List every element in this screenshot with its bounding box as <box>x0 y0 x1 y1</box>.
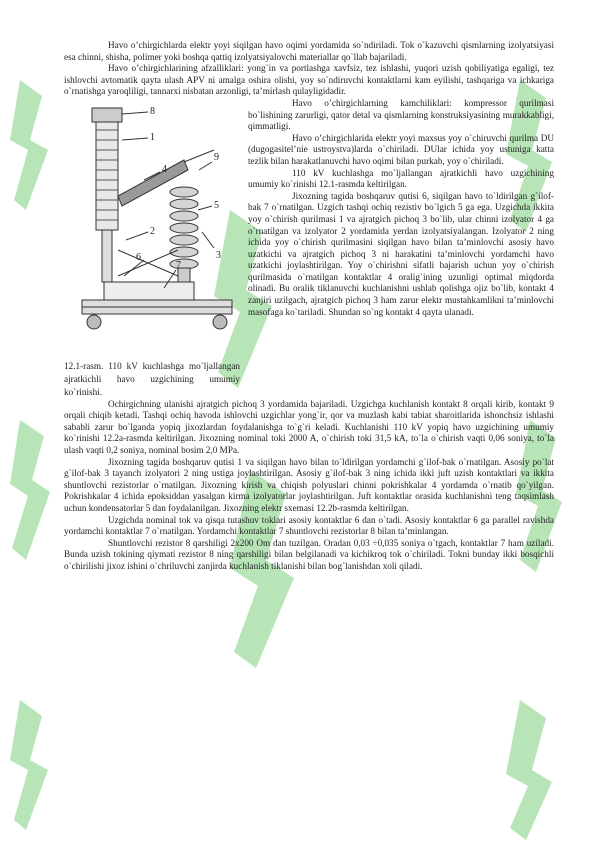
paragraph: Uzgichda nominal tok va qisqa tutashuv toklari asosiy kontaktlar 6 dan o`tadi. Asosiy kontaktlar 6 ga parallel ravishda yordamchi kontaktlar 7 o`rnatilgan. Yordamchi kontaktlar 7 shuntlovchi rezistorlar 8 bilan ta’minlangan. <box>64 514 554 537</box>
paragraph: Ochirgichning ulanishi ajratgich pichoq 3 yordamida bajariladi. Uzgichga kuchlanish kontakt 8 orqali kirib, kontakt 9 orqali chiqib ketadi. Tashqi ochiq havoda ishlovchi uzgichlar yong`ir, qor va muzlash kabi tabiat sharoitlarida ishonchsiz ishlashi sababli zarur bo`lganda yopiq jixozlardan foydalanishga to`g`ri keladi. Kuchlanishi 110 kV yopiq havo uzgichining umumiy ko`rinishi 12.2a-rasmda keltirilgan. Jixozning nominal toki 2000 A, o`chirish toki 31,5 kA, to`la o`chirish vaqti 0,06 soniya, to`la ulash vaqti 0,2 soniya, nominal bosim 2,0 MPa. <box>64 398 554 455</box>
paragraph: Havo o’chirgichlarda elektr yoyi siqilgan havo oqimi yordamida so`ndiriladi. Tok o`kazuvchi qismlarning izolyatsiyasi esa chinni, shisha, polimer yoki boshqa qattiq izolyatsiyalovchi materiallar qo`llab bajariladi. <box>64 40 554 62</box>
paragraph: Jixozning tagida boshqaruv qutisi 6, siqilgan havo to`ldirilgan g`ilof-bak 7 o`rnatilgan. Uzgich tashqi ochiq rezistiv bo`lgich 5 ga ega. Uzgichda ikkita yoy o`chirish qurilmasi 1 va ajratgich pichoq 3 bo`lib, ular chinni izolyator 4 ga o`rnatilgan va izolyator 2 yordamida yerdan izolyatsiyalangan. Izolyator 2 ning ichida yoy o`chirish qurilmasini siqilgan havo bilan ta’minlovchi asosiy havo uzatkichi va ajratgich pichoq 3 ni harakatini ta’minlovchi yordamchi havo uzatkichi joylashtirilgan. Yoy o`chirishni sifatli bajarish uchun yoy o`chirish qurilmasida o`rnatilgan kontaktlar 4 oralig`ining uzunligi optimal miqdorda olinadi. Bu oralik tiklanuvchi kuchlanishni ushlab qolishga ojiz bo`lib, kontakt 4 zanjiri uzilgach, ajratgich pichoq 3 ham zarur elektr mustahkamlikni ta’minlovchi masofaga ko`tariladi. Shundan so`ng kontakt 4 qayta ulanadi. <box>248 190 554 317</box>
document-page <box>64 40 554 572</box>
fig-label: 3 <box>216 249 221 261</box>
paragraph: Jixozning tagida boshqaruv qutisi 1 va siqilgan havo bilan to`ldirilgan yordamchi g`ilof-bak o`rnatilgan. Asosiy po`lat g`ilof-bak 3 tayanch izolyatori 2 ning ustiga joylashtirilgan. Asosiy g`ilof-bak 3 ning ichida ikki juft uzish kontaktlari va ikkita shuntlovchi rezistorlar o`rnatilgan. Jixozning kirish va chiqish polyuslari chinni pokrishkalar 4 yordamda o`rnatib qo`yilgan. Pokrishkalar 4 ichida epoksiddan yasalgan kirma izolyatorlar joylashtirilgan. Juft kontaktlar orasida kuchlanishni teng taqsimlash uchun kondensatorlar 5 dan foydalanilgan. Jixozning elektr sxemasi 12.2b-rasmda keltirilgan. <box>64 456 554 513</box>
fig-label: 7 <box>176 259 181 271</box>
fig-label: 8 <box>150 105 155 117</box>
paragraph: Havo o’chirgichlarning kamchiliklari: kompressor qurilmasi bo`lishining zarurligi, qator detal va qismlarning konstruksiyasining murakkabligi, qimmatligi. <box>248 97 554 132</box>
fig-label: 4 <box>162 163 167 175</box>
fig-label: 5 <box>214 199 219 211</box>
fig-label: 6 <box>136 251 141 263</box>
fig-label: 9 <box>214 151 219 163</box>
paragraph: Havo o’chirgichlarining afzalliklari: yong`in va portlashga xavfsiz, tez ishlashi, yuqori uzish qobiliyatiga egaligi, tez ishlovchi avtomatik qayta ulash APV ni amalga oshira olishi, yoy so`ndiruvchi kontaktlarni kam eyilishi, tashqariga va ichkariga o`rnatishga yaroqliligi, tannarxi nisbatan arzonligi, ta’mirlash qulayligidadir. <box>64 63 554 97</box>
breaker-figure <box>64 100 240 350</box>
fig-label: 1 <box>150 131 155 143</box>
figure-block <box>64 100 240 399</box>
figure-caption: 12.1-rasm. 110 kV kuchlashga mo`ljallangan ajratkichli havo uzgichining umumiy ko`rinishi. <box>64 360 240 397</box>
paragraph: Havo o’chirgichlarida elektr yoyi maxsus yoy o`chiruvchi qurilma DU (dugogasitel’nie ustroystva)larda o`chiriladi. DUlar ichida yoy ustuniga katta tezlik bilan harakatlanuvchi havo oqimi bilan purkab, yoy o`chiriladi. <box>248 132 554 166</box>
paragraph: 110 kV kuchlashga mo`ljallangan ajratkichli havo uzgichining umumiy ko`rinishi 12.1-rasmda keltirilgan. <box>248 167 554 190</box>
paragraph: Shuntlovchi rezistor 8 qarshiligi 2x200 Om dan tuzilgan. Oradan 0,03 ÷0,035 soniya o`tgach, kontaktlar 7 ham uziladi. Bunda uzish tokining qiymati rezistor 8 ning qarshiligi bilan belgilanadi va kichikroq tok o`chiriladi. Tokni bunday ikki bosqichli o`chirilishi jixoz ishini o`chriluvchi zanjirda kuchlanish tiklanishi bilan bog`lanishdan xoli qiladi. <box>64 537 554 571</box>
fig-label: 2 <box>150 225 155 237</box>
